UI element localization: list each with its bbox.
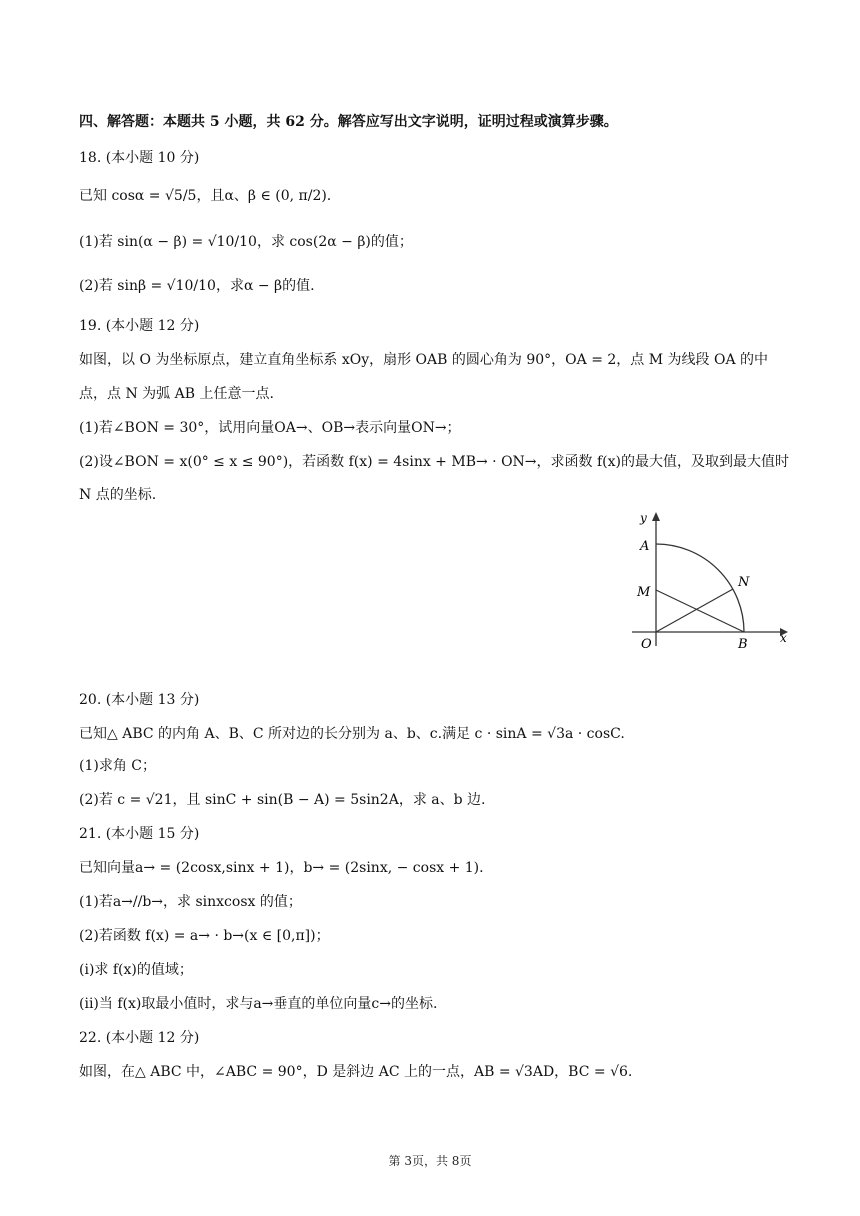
question-21-line: (1)若a→//b→，求 sinxcosx 的值； (79, 894, 302, 910)
point-a-label: A (640, 539, 650, 554)
question-21-line: (2)若函数 f(x) = a→ · b→(x ∈ [0,π])； (79, 928, 330, 944)
question-19-line: (2)设∠BON = x(0° ≤ x ≤ 90°)，若函数 f(x) = 4sinx + MB→ · ON→，求函数 f(x)的最大值，及取到最大值时 (79, 454, 789, 470)
point-o-label: O (641, 637, 652, 652)
sector-figure (628, 508, 794, 654)
question-19-heading: 19. (本小题 12 分) (79, 318, 200, 334)
question-20-line: (1)求角 C； (79, 758, 156, 774)
question-18-heading: 18. (本小题 10 分) (79, 150, 200, 166)
question-21-line: (ii)当 f(x)取最小值时，求与a→垂直的单位向量c→的坐标. (79, 996, 438, 1012)
y-axis-arrow (652, 512, 660, 521)
question-19-line: 点，点 N 为弧 AB 上任意一点. (79, 386, 274, 402)
x-axis-label: x (780, 631, 787, 645)
page-footer: 第 3页，共 8页 (388, 1154, 472, 1168)
point-b-label: B (738, 637, 748, 652)
question-20-line: (2)若 c = √21，且 sinC + sin(B − A) = 5sin2A，求 a、b 边. (79, 792, 486, 808)
question-19-line: (1)若∠BON = 30°，试用向量OA→、OB→表示向量ON→； (79, 420, 461, 436)
question-19-line: N 点的坐标. (79, 487, 157, 503)
arc-ab (656, 544, 744, 632)
question-21-line: (i)求 f(x)的值域； (79, 962, 193, 978)
question-19-line: 如图，以 O 为坐标原点，建立直角坐标系 xOy，扇形 OAB 的圆心角为 90°，OA = 2，点 M 为线段 OA 的中 (79, 352, 768, 368)
y-axis-label: y (640, 511, 647, 525)
question-22-line: 如图，在△ ABC 中，∠ABC = 90°，D 是斜边 AC 上的一点，AB = √3AD，BC = √6. (79, 1064, 633, 1080)
point-m-label: M (637, 585, 651, 600)
question-18-line: (2)若 sinβ = √10/10，求α − β的值. (79, 278, 315, 294)
question-18-line: (1)若 sin(α − β) = √10/10，求 cos(2α − β)的值； (79, 234, 413, 250)
question-20-line: 已知△ ABC 的内角 A、B、C 所对边的长分别为 a、b、c.满足 c · sinA = √3a · cosC. (79, 726, 625, 742)
point-n-label: N (738, 575, 750, 590)
question-21-heading: 21. (本小题 15 分) (79, 826, 200, 842)
question-21-line: 已知向量a→ = (2cosx,sinx + 1)，b→ = (2sinx, − cosx + 1). (79, 860, 484, 876)
question-18-line: 已知 cosα = √5/5，且α、β ∈ (0, π/2). (79, 188, 332, 204)
question-20-heading: 20. (本小题 13 分) (79, 692, 200, 708)
question-22-heading: 22. (本小题 12 分) (79, 1030, 200, 1046)
section-header: 四、解答题：本题共 5 小题，共 62 分。解答应写出文字说明，证明过程或演算步骤。 (79, 114, 618, 130)
segment-mb (656, 590, 744, 632)
